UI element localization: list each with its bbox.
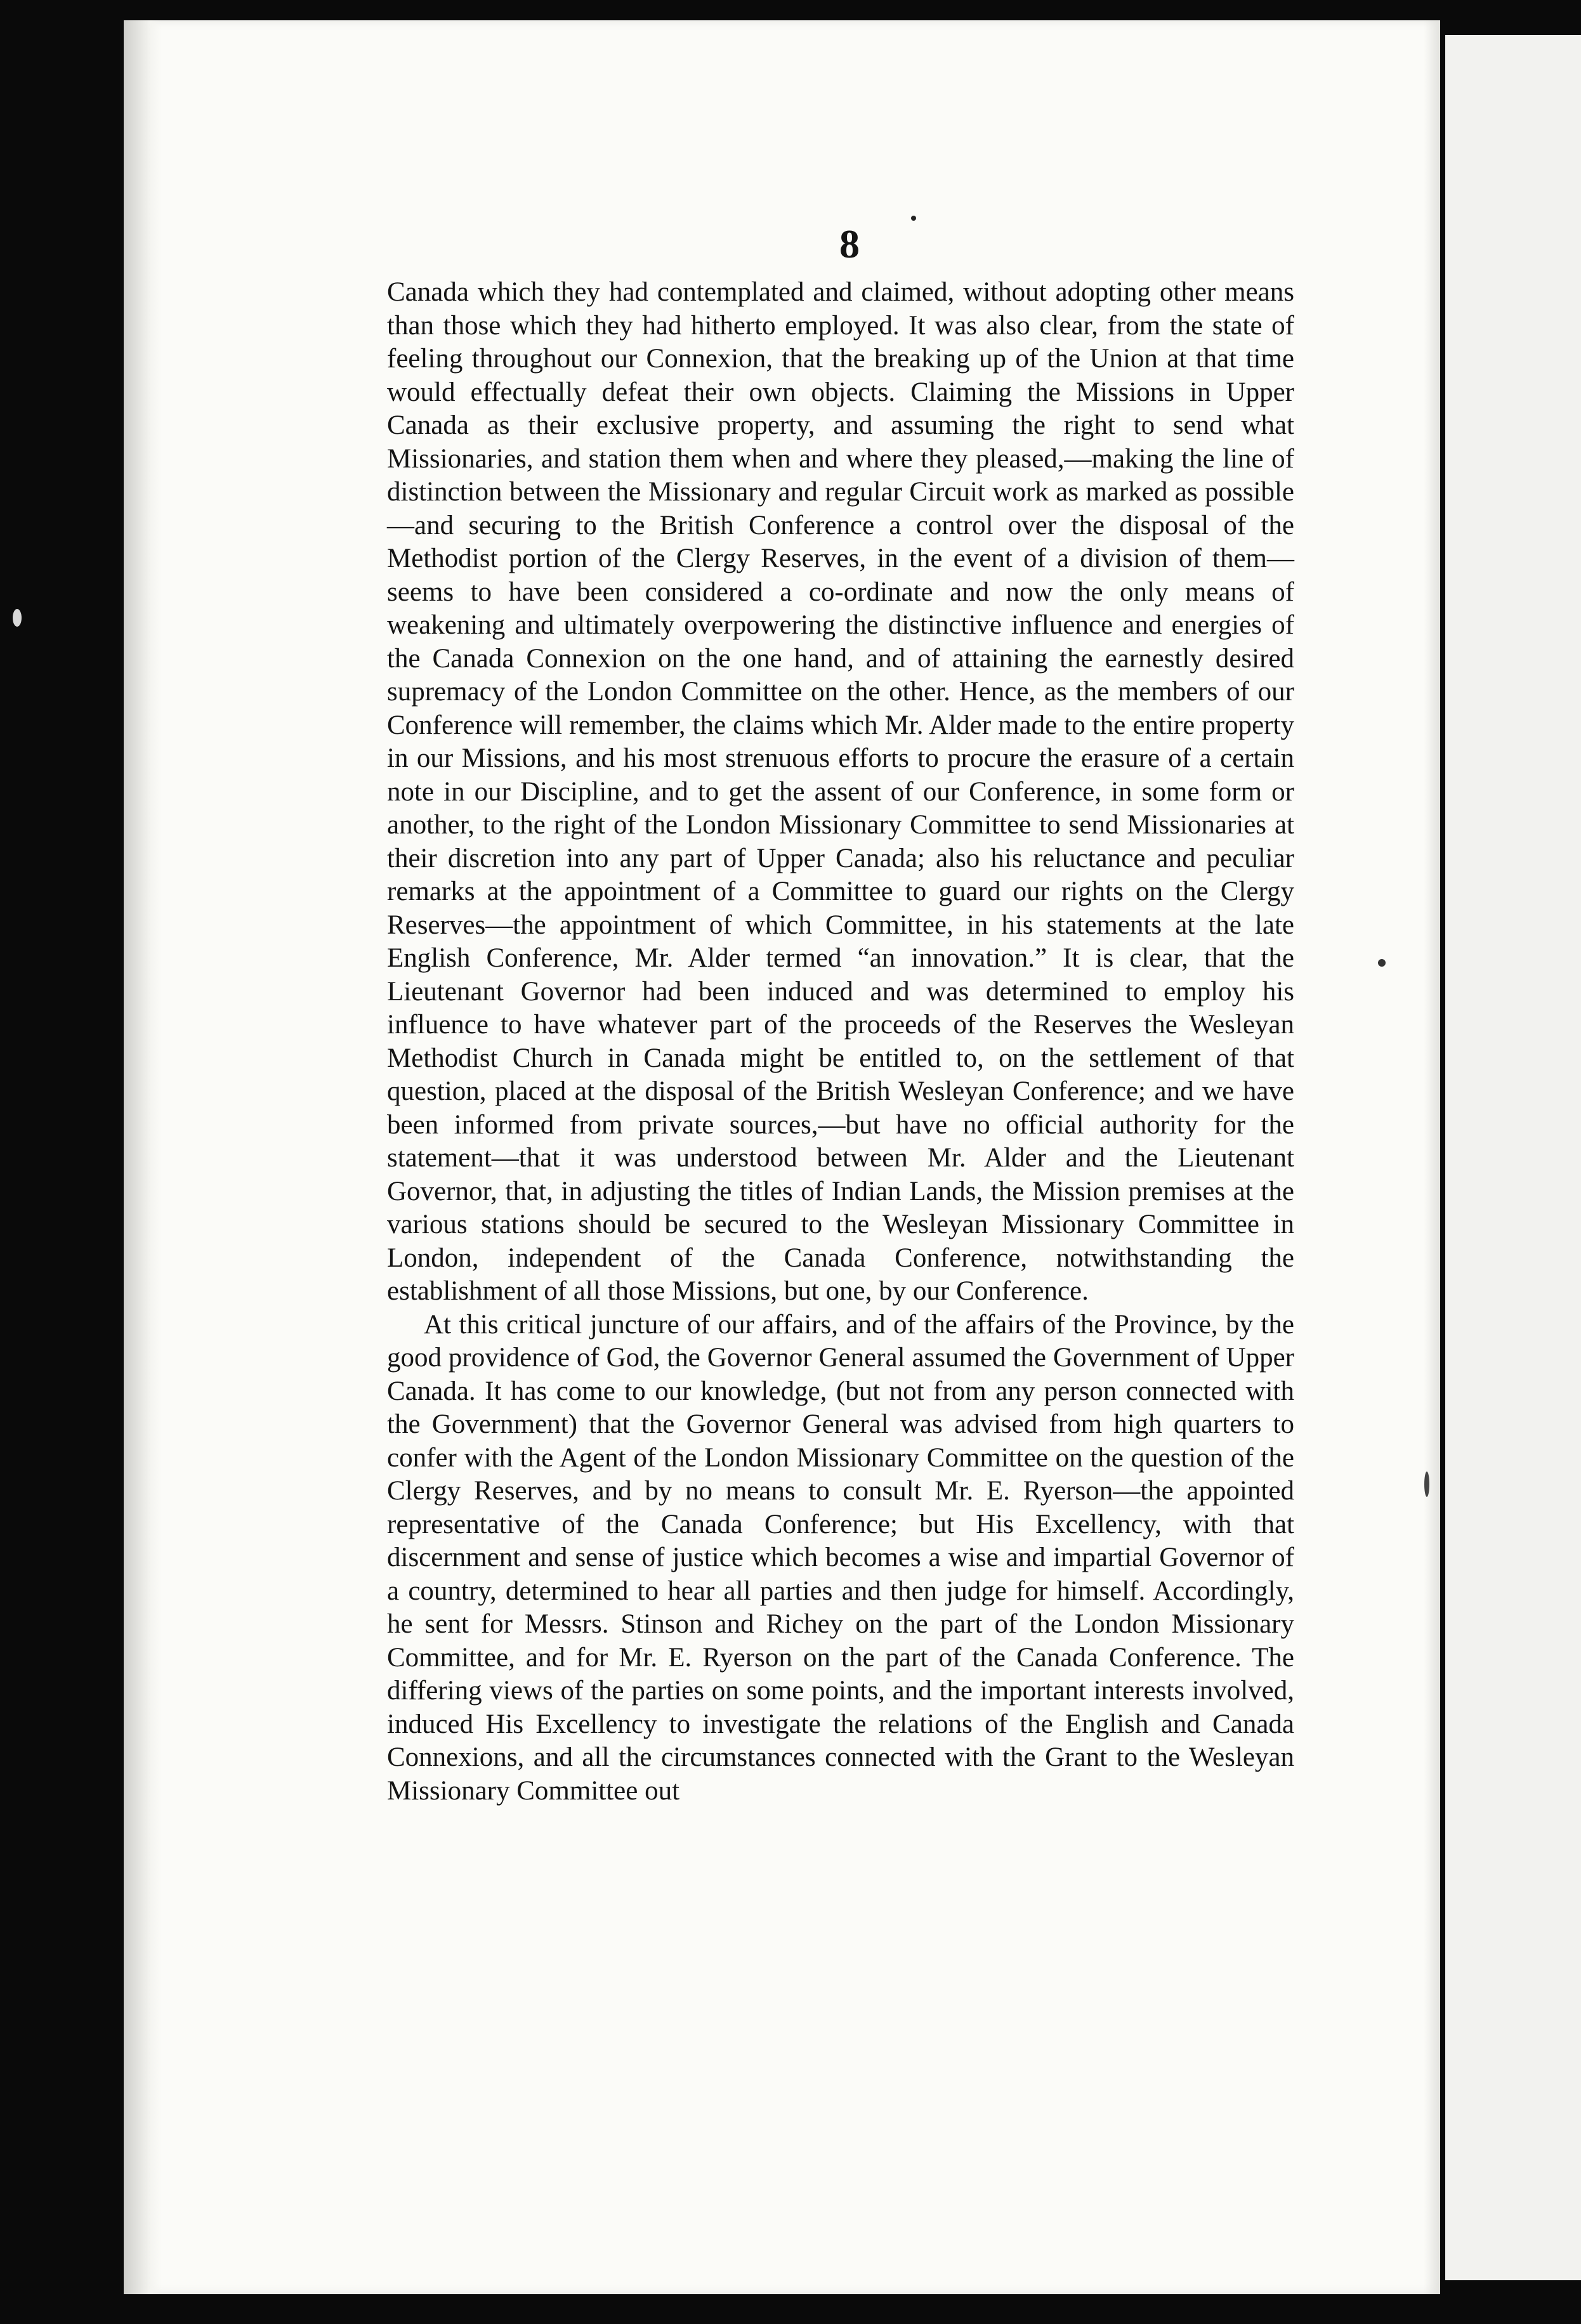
adjacent-page-edge xyxy=(1445,35,1581,2280)
page-number: 8 xyxy=(839,221,860,266)
paragraph-1: Canada which they had contemplated and claimed, without adopting other means than those which they had hitherto employed. It was also clear, from the state of feeling throughout our Connexion, that the breaking up of the Union at that time would effectually defeat their own objects. Claiming the Missions in Upper Canada as their exclusive property, and assuming the right to send what Missionaries, and station them when and where they pleased,—making the line of distinction between the Missionary and regular Circuit work as marked as possible—and securing to the British Conference a control over the disposal of the Methodist portion of the Clergy Reserves, in the event of a division of them—seems to have been considered a co-ordinate and now the only means of weakening and ultimately overpowering the distinctive influence and energies of the Canada Connexion on the one hand, and of attaining the earnestly desired supremacy of the London Committee on the other. Hence, as the members of our Conference will remember, the claims which Mr. Alder made to the entire property in our Missions, and his most strenuous efforts to procure the erasure of a certain note in our Discipline, and to get the assent of our Conference, in some form or another, to the right of the London Missionary Committee to send Missionaries at their discretion into any part of Upper Canada; also his reluctance and peculiar remarks at the appointment of a Committee to guard our rights on the Clergy Reserves—the appointment of which Committee, in his statements at the late English Conference, Mr. Alder termed “an innovation.” It is clear, that the Lieutenant Governor had been induced and was determined to employ his influence to have whatever part of the proceeds of the Reserves the Wesleyan Methodist Church in Canada might be entitled to, on the settlement of that question, placed at the disposal of the British Wesleyan Conference; and we have been informed from private sources,—but have no official authority for the statement—that it was understood between Mr. Alder and the Lieutenant Governor, that, in adjusting the titles of Indian Lands, the Mission premises at the various stations should be secured to the Wesleyan Missionary Committee in London, independent of the Canada Conference, notwithstanding the establishment of all those Missions, but one, by our Conference. xyxy=(387,277,1294,1306)
scan-speck xyxy=(911,216,916,221)
scan-speck xyxy=(13,609,22,627)
scan-speck xyxy=(1424,1472,1429,1497)
page-edge-shadow xyxy=(124,20,162,2294)
paragraph-2: At this critical juncture of our affairs, and of the affairs of the Province, by the good providence of God, the Governor General assumed the Government of Upper Canada. It has come to our knowledge, (but not from any person connected with the Government) that the Governor General was advised from high quarters to confer with the Agent of the London Missionary Committee on the question of the Clergy Reserves, and by no means to consult Mr. E. Ryerson—the appointed representative of the Canada Conference; but His Excellency, with that discernment and sense of justice which becomes a wise and impartial Governor of a country, determined to hear all parties and then judge for himself. Accordingly, he sent for Messrs. Stinson and Richey on the part of the London Missionary Committee, and for Mr. E. Ryerson on the part of the Canada Conference. The differing views of the parties on some points, and the important interests involved, induced His Excellency to investigate the relations of the English and Canada Connexions, and all the circumstances connected with the Grant to the Wesleyan Missionary Committee out xyxy=(387,1309,1294,1806)
scan-speck xyxy=(1378,959,1386,967)
page-edge-right xyxy=(1424,20,1440,2294)
body-text xyxy=(387,276,1294,1808)
